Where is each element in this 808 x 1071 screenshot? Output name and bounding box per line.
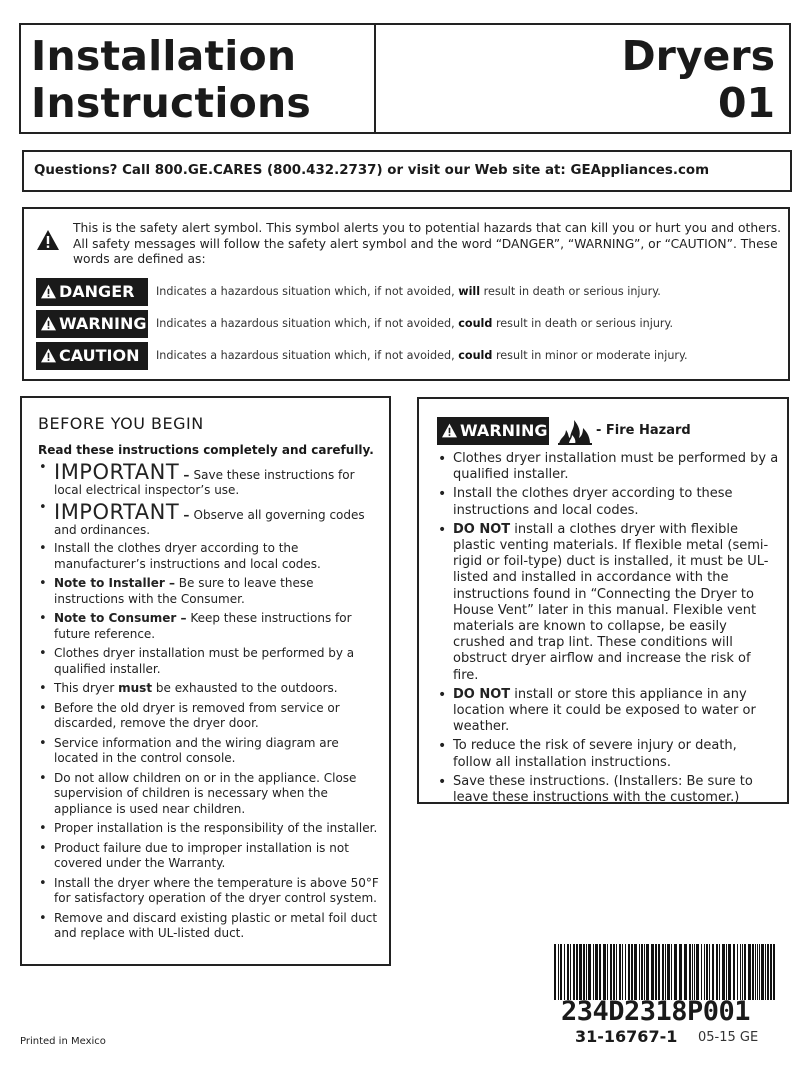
list-item: • Remove and discard existing plastic or metal foil duct and replace with UL-listed duct. [38, 911, 386, 942]
list-item [38, 576, 386, 607]
list-item: • Before the old dryer is removed from service or discarded, remove the dryer door. [38, 701, 386, 732]
def-emph: could [458, 317, 493, 330]
list-item [38, 681, 386, 697]
list-item [437, 522, 779, 684]
title-line-1: Installation [31, 32, 297, 80]
safety-box [22, 207, 790, 381]
note-label: Note to Consumer – [54, 611, 187, 625]
danger-word: DANGER [59, 282, 135, 301]
list-item: • Do not allow children on or in the appliance. Close supervision of children is necessary when the appliance is used near children. [38, 771, 386, 818]
alert-icon [40, 284, 57, 299]
printed-in-label: Printed in Mexico [20, 1036, 106, 1047]
list-item: • Clothes dryer installation must be performed by a qualified installer. [38, 646, 386, 677]
dash: – [179, 468, 194, 482]
alert-icon [40, 348, 57, 363]
contact-text: Questions? Call 800.GE.CARES (800.432.2737) or visit our Web site at: GEAppliances.com [34, 163, 710, 178]
important-word: IMPORTANT [54, 460, 180, 484]
important-word: IMPORTANT [54, 500, 180, 524]
def-text: result in death or serious injury. [480, 285, 661, 298]
signal-row-danger [36, 278, 781, 306]
def-emph: could [458, 349, 493, 362]
safety-intro: This is the safety alert symbol. This symbol alerts you to potential hazards that can kill you or hurt you and others. All safety messages will follow the safety alert symbol and the word “DANGER”, “WARNING”, or “CAUTION”. These words are defined as: [73, 221, 782, 267]
contact-box [22, 150, 792, 192]
list-item: • Install the clothes dryer according to the manufacturer’s instructions and local codes. [38, 541, 386, 572]
item-text: install or store this appliance in any location where it could be exposed to water or weather. [453, 686, 756, 735]
document-header [19, 23, 791, 134]
do-not-label: DO NOT [453, 521, 511, 537]
before-list [38, 461, 386, 946]
document-title [31, 33, 311, 127]
product-line-1: Dryers [621, 32, 775, 80]
list-item: • Proper installation is the responsibility of the installer. [38, 821, 386, 837]
fire-hazard-label: - Fire Hazard [596, 423, 691, 438]
def-text: result in death or serious injury. [492, 317, 674, 330]
item-text: Save these instructions for local electrical inspector’s use. [54, 468, 355, 497]
list-item: • Install the dryer where the temperature is above 50°F for satisfactory operation of the dryer control system. [38, 876, 386, 907]
document-date: 05-15 GE [698, 1030, 759, 1045]
item-text: Be sure to leave these instructions with the Consumer. [54, 576, 314, 606]
list-item: • Product failure due to improper installation is not covered under the Warranty. [38, 841, 386, 872]
item-text: This dryer [54, 681, 119, 695]
item-text: install a clothes dryer with flexible plastic venting materials. If flexible metal (semi-rigid or foil-type) duct is installed, it must be UL-listed and installed in accordance with the instructions found in “Connecting the Dryer to House Vent” later in this manual. Flexible vent materials are known to collapse, be easily crushed and trap lint. These conditions will obstruct dryer airflow and increase the risk of fire. [453, 521, 769, 683]
fire-warning-list [437, 451, 779, 809]
item-emph: must [118, 681, 153, 695]
def-text: Indicates a hazardous situation which, if not avoided, [156, 349, 459, 362]
danger-definition [156, 285, 661, 298]
list-item: • Install the clothes dryer according to these instructions and local codes. [437, 486, 779, 518]
list-item [38, 461, 386, 497]
list-item: • Save these instructions. (Installers: Be sure to leave these instructions with the customer.) [437, 774, 779, 806]
def-emph: will [458, 285, 481, 298]
def-text: Indicates a hazardous situation which, if not avoided, [156, 285, 459, 298]
caution-word: CAUTION [59, 346, 140, 365]
before-subheading: Read these instructions completely and carefully. [38, 443, 374, 457]
caution-definition [156, 349, 688, 362]
header-divider [374, 25, 376, 132]
signal-row-caution [36, 342, 781, 370]
document-number: 31-16767-1 [575, 1027, 678, 1046]
fire-warning-badge [437, 417, 549, 445]
list-item: • Clothes dryer installation must be performed by a qualified installer. [437, 451, 779, 483]
list-item [38, 611, 386, 642]
warning-word: WARNING [460, 421, 548, 440]
item-text: Observe all governing codes and ordinances. [54, 508, 365, 537]
list-item [38, 501, 386, 537]
safety-alert-icon [36, 229, 60, 251]
danger-badge [36, 278, 148, 306]
alert-icon [40, 316, 57, 331]
title-line-2: Instructions [31, 79, 311, 127]
def-text: result in minor or moderate injury. [492, 349, 688, 362]
caution-badge [36, 342, 148, 370]
do-not-label: DO NOT [453, 686, 511, 702]
dash: – [179, 508, 194, 522]
signal-row-warning [36, 310, 781, 338]
list-item [437, 687, 779, 736]
warning-word: WARNING [59, 314, 147, 333]
fire-icon [557, 416, 593, 446]
fire-warning-box [417, 397, 789, 804]
def-text: Indicates a hazardous situation which, if not avoided, [156, 317, 459, 330]
list-item: • Service information and the wiring diagram are located in the control console. [38, 736, 386, 767]
note-label: Note to Installer – [54, 576, 175, 590]
barcode-icon [554, 944, 776, 1000]
product-title [622, 33, 775, 127]
warning-badge [36, 310, 148, 338]
item-text: Keep these instructions for future reference. [54, 611, 352, 641]
item-text: be exhausted to the outdoors. [152, 681, 338, 695]
product-line-2: 01 [717, 79, 775, 127]
part-number: 234D2318P001 [561, 996, 751, 1027]
warning-definition [156, 317, 673, 330]
list-item: • To reduce the risk of severe injury or death, follow all installation instructions. [437, 738, 779, 770]
alert-icon [441, 423, 458, 438]
before-heading: BEFORE YOU BEGIN [38, 414, 204, 433]
before-you-begin-box [20, 396, 391, 966]
